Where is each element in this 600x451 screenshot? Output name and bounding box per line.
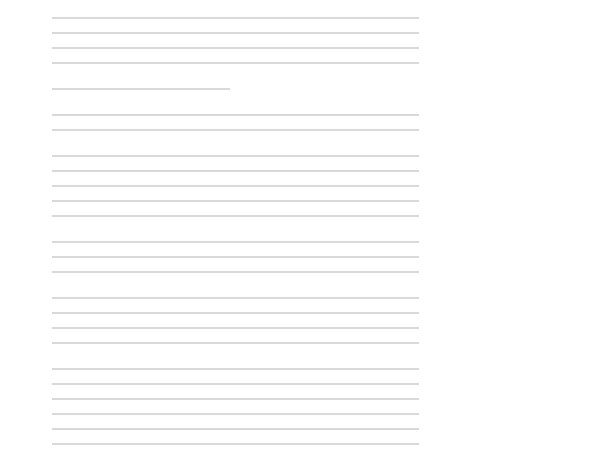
text-line: [52, 406, 576, 421]
text-line: [52, 163, 576, 178]
text-line: [52, 320, 576, 335]
text-line: [52, 376, 576, 391]
text-line: [52, 193, 576, 208]
paragraph-greeting: [52, 107, 576, 137]
paragraph-body-1: [52, 148, 576, 223]
paragraph-body-3: [52, 290, 576, 350]
text-line: [52, 81, 576, 96]
text-line: [52, 361, 576, 376]
text-line: [52, 290, 576, 305]
text-line: [52, 391, 576, 406]
text-line: [52, 234, 576, 249]
text-line: [52, 421, 576, 436]
text-line: [52, 208, 576, 223]
text-line: [52, 25, 576, 40]
paragraph-intro: [52, 10, 576, 70]
text-line: [52, 40, 576, 55]
text-line: [52, 148, 576, 163]
text-line: [52, 436, 576, 451]
text-line: [52, 107, 576, 122]
text-line: [52, 122, 576, 137]
paragraph-body-4: [52, 361, 576, 451]
source-credit: [52, 81, 576, 96]
text-line: [52, 10, 576, 25]
text-line: [52, 178, 576, 193]
text-line: [52, 55, 576, 70]
text-line: [52, 264, 576, 279]
text-line: [52, 335, 576, 350]
text-line: [52, 249, 576, 264]
text-line: [52, 305, 576, 320]
paragraph-body-2: [52, 234, 576, 279]
